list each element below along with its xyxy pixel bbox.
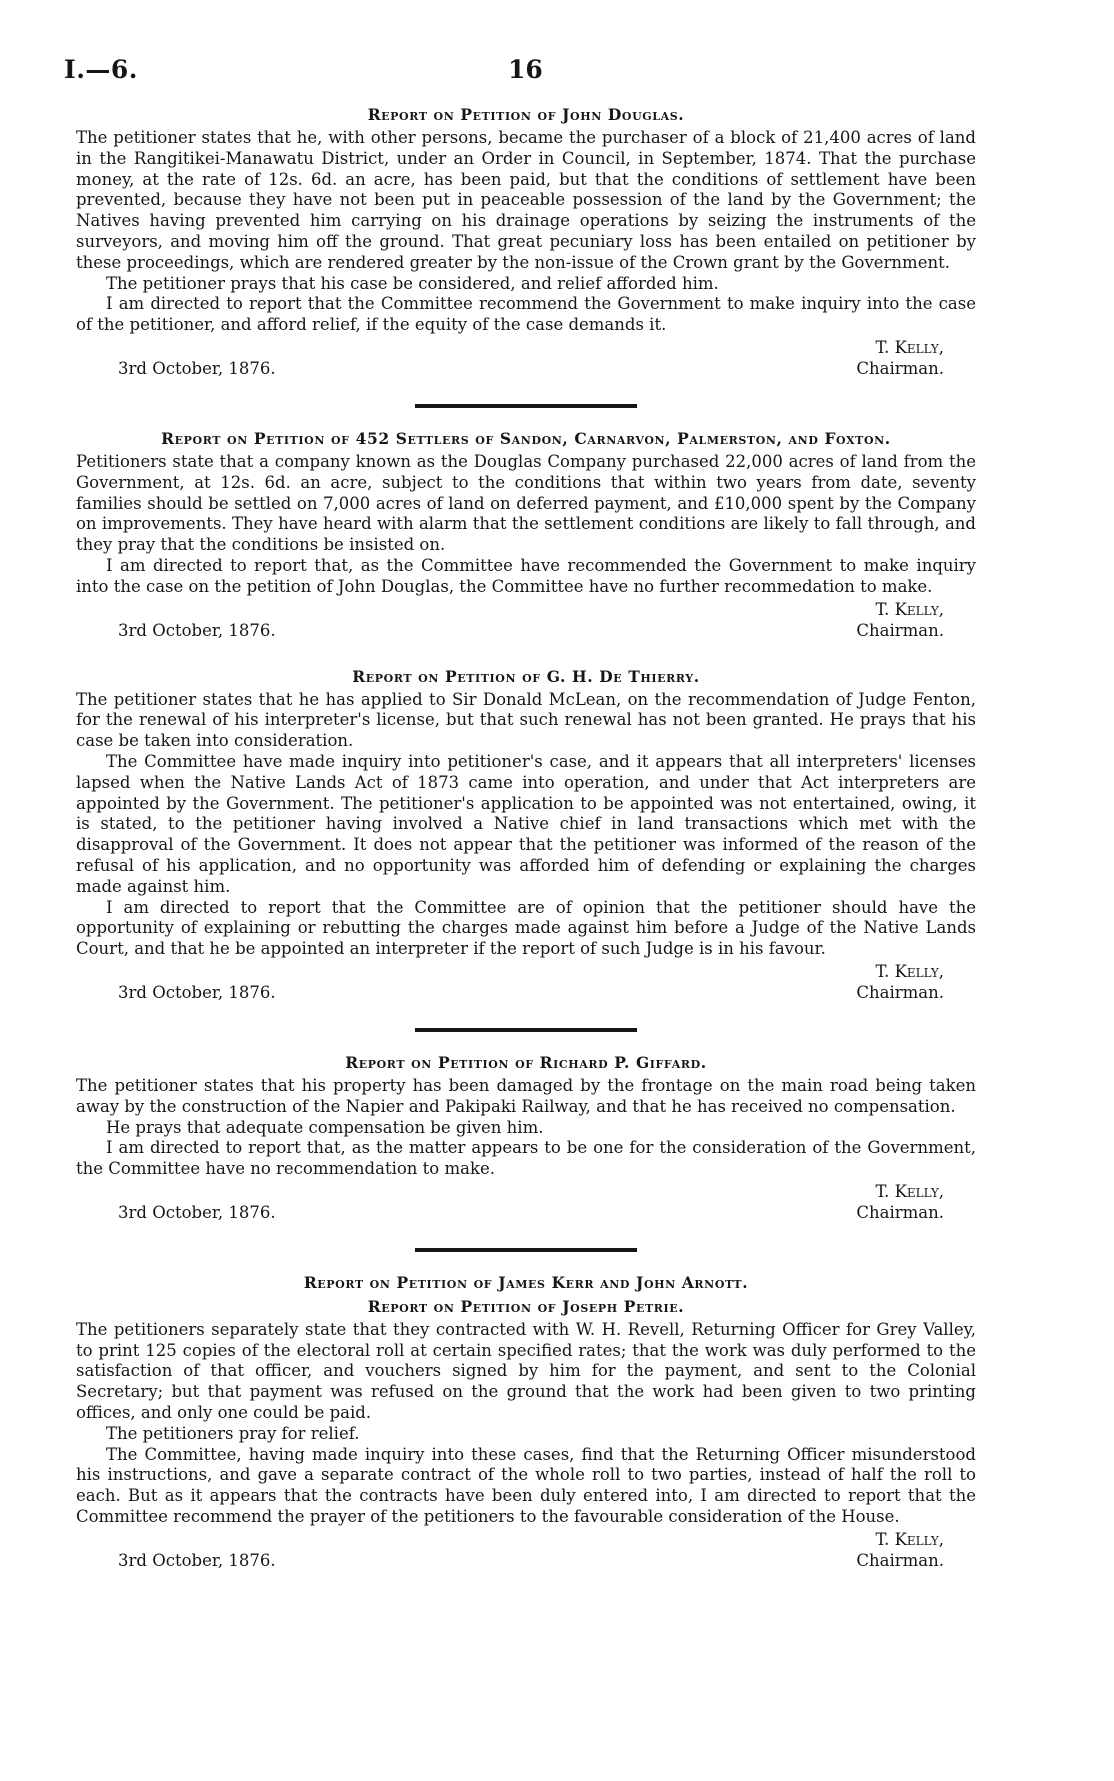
signatory-name: T. Kelly, xyxy=(875,1529,944,1549)
report-john-douglas xyxy=(76,104,976,382)
report-452-settlers xyxy=(76,428,976,644)
report-heading: Report on Petition of John Douglas. xyxy=(367,105,685,124)
section-divider xyxy=(415,1028,637,1032)
report-paragraph: The petitioner prays that his case be considered, and relief afforded him. xyxy=(106,273,719,293)
report-date: 3rd October, 1876. xyxy=(118,1550,276,1570)
report-heading: Report on Petition of G. H. De Thierry. xyxy=(352,666,700,686)
report-heading: Report on Petition of Richard P. Giffard. xyxy=(345,1052,707,1072)
section-divider xyxy=(415,404,637,408)
report-paragraph: The Committee have made inquiry into petitioner's case, and it appears that all interpreters' licenses lapsed when the Native Lands Act of 1873 came into operation, and under that Act interpreters are appointed by the Government. The petitioner's application to be appointed was not entertained, owing, it is stated, to the petitioner having involved a Native chief in land transactions which met with the disapproval of the Government. It does not appear that the petitioner was informed of the reason of the refusal of his application, and no opportunity was afforded him of defending or explaining the charges made against him. xyxy=(76,751,976,896)
signature-block xyxy=(76,1182,976,1226)
report-date: 3rd October, 1876. xyxy=(118,358,276,378)
report-paragraph: The Committee, having made inquiry into these cases, find that the Returning Officer misunderstood his instructions, and gave a separate contract of the whole roll to two parties, instead of half the roll to each. But as it appears that the contracts have been duly entered into, I am directed to report that the Committee recommend the prayer of the petitioners to the favourable consideration of the House. xyxy=(76,1444,976,1527)
report-paragraph: Petitioners state that a company known as the Douglas Company purchased 22,000 acres of land from the Government, at 12s. 6d. an acre, subject to the conditions that within two years from date, seventy families should be settled on 7,000 acres of land on deferred payment, and £10,000 spent by the Company on improvements. They have heard with alarm that the settlement conditions are likely to fall through, and they pray that the conditions be insisted on. xyxy=(76,451,976,555)
report-paragraph: I am directed to report that the Committee are of opinion that the petitioner should have the opportunity of explaining or rebutting the charges made against him before a Judge of the Native Lands Court, and that he be appointed an interpreter if the report of such Judge is in his favour. xyxy=(76,897,976,959)
report-paragraph: I am directed to report that the Committee recommend the Government to make inquiry into the case of the petitioner, and afford relief, if the equity of the case demands it. xyxy=(76,294,976,335)
signature-block xyxy=(76,338,976,382)
section-divider xyxy=(415,1248,637,1252)
report-paragraph: The petitioners pray for relief. xyxy=(106,1423,360,1443)
report-paragraph: He prays that adequate compensation be given him. xyxy=(106,1117,544,1137)
report-paragraph: The petitioner states that he, with other persons, became the purchaser of a block of 21,400 acres of land in the Rangitikei-Manawatu District, under an Order in Council, in September, 1874. That the purchase money, at the rate of 12s. 6d. an acre, has been paid, but that the conditions of settlement have been prevented, because they have not been put in peaceable possession of the land by the Government; the Natives having prevented him carrying on his drainage operations by seizing the instruments of the surveyors, and moving him off the ground. That great pecuniary loss has been entailed on petitioner by these proceedings, which are rendered greater by the non-issue of the Crown grant by the Government. xyxy=(76,128,976,272)
report-paragraph: The petitioner states that his property has been damaged by the frontage on the main road being taken away by the construction of the Napier and Pakipaki Railway, and that he has received no compensation. xyxy=(76,1075,976,1116)
signatory-title: Chairman. xyxy=(856,982,944,1002)
signatory-name: T. Kelly, xyxy=(875,337,944,357)
report-paragraph: I am directed to report that, as the Committee have recommended the Government to make inquiry into the case on the petition of John Douglas, the Committee have no further recommedation to make. xyxy=(76,555,976,596)
report-date: 3rd October, 1876. xyxy=(118,1202,276,1222)
section-spacer xyxy=(76,644,976,666)
page-number: 16 xyxy=(508,55,543,84)
report-giffard xyxy=(76,1052,976,1226)
signatory-title: Chairman. xyxy=(856,1550,944,1570)
page-reference: I.—6. xyxy=(64,55,138,84)
signatory-title: Chairman. xyxy=(856,358,944,378)
signatory-title: Chairman. xyxy=(856,620,944,640)
signatory-name: T. Kelly, xyxy=(875,961,944,981)
report-date: 3rd October, 1876. xyxy=(118,982,276,1002)
signatory-title: Chairman. xyxy=(856,1202,944,1222)
signature-block xyxy=(76,1530,976,1574)
report-subheading: Report on Petition of Joseph Petrie. xyxy=(367,1296,685,1316)
report-de-thierry xyxy=(76,666,976,1006)
signature-block xyxy=(76,600,976,644)
signatory-name: T. Kelly, xyxy=(875,599,944,619)
report-paragraph: The petitioners separately state that they contracted with W. H. Revell, Returning Officer for Grey Valley, to print 125 copies of the electoral roll at certain specified rates; that the work was duly performed to the satisfaction of that officer, and vouchers signed by him for the payment, and sent to the Colonial Secretary; but that payment was refused on the ground that the work had been given to two printing offices, and only one could be paid. xyxy=(76,1319,976,1423)
report-paragraph: The petitioner states that he has applied to Sir Donald McLean, on the recommendation of Judge Fenton, for the renewal of his interpreter's license, but that such renewal has not been granted. He prays that his case be taken into consideration. xyxy=(76,689,976,751)
report-date: 3rd October, 1876. xyxy=(118,620,276,640)
report-paragraph: I am directed to report that, as the matter appears to be one for the consideration of the Government, the Committee have no recommendation to make. xyxy=(76,1138,976,1179)
page-content xyxy=(76,104,976,1574)
signatory-name: T. Kelly, xyxy=(875,1181,944,1201)
report-heading: Report on Petition of James Kerr and John Arnott. xyxy=(303,1272,749,1292)
report-kerr-arnott-petrie xyxy=(76,1272,976,1574)
report-heading: Report on Petition of 452 Settlers of Sandon, Carnarvon, Palmerston, and Foxton. xyxy=(161,428,891,448)
signature-block xyxy=(76,962,976,1006)
